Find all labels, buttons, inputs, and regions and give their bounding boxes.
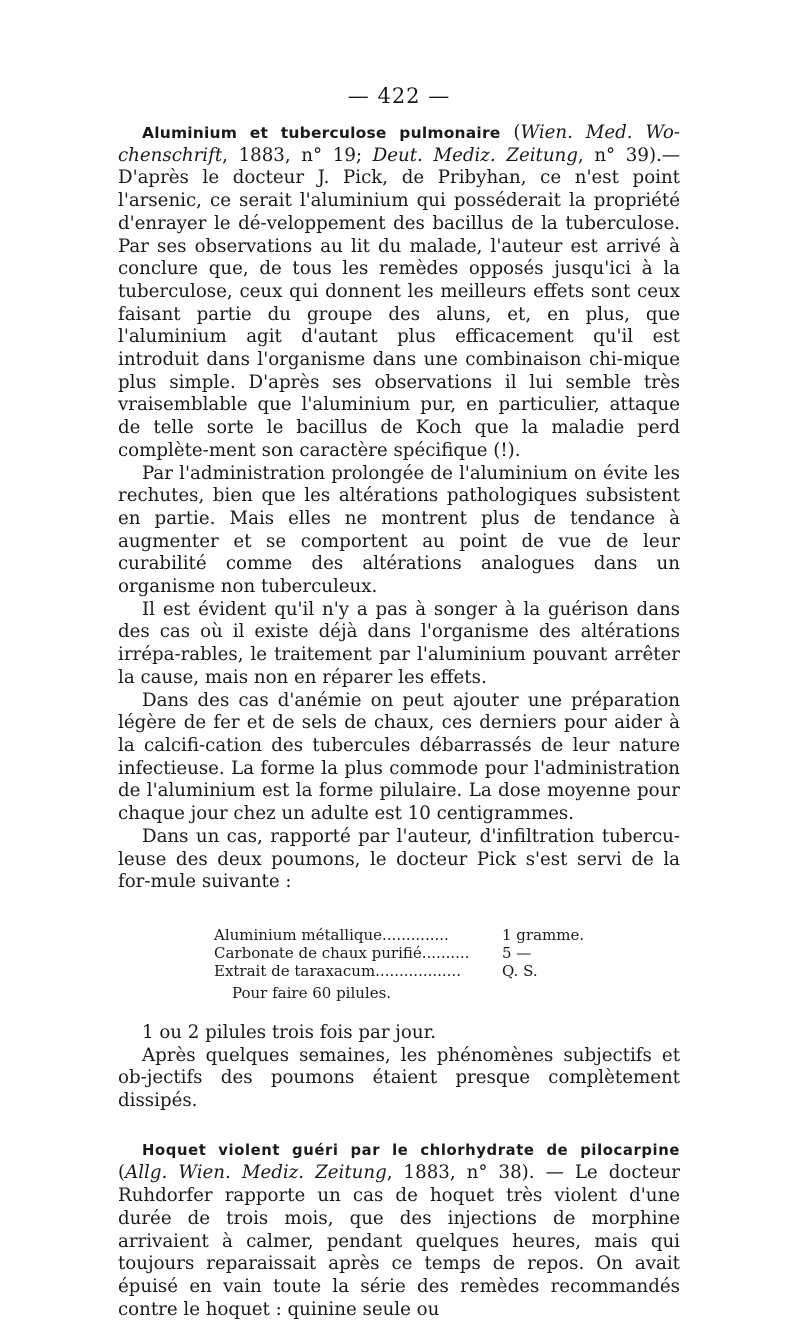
- article-aluminium-paragraph-6: 1 ou 2 pilules trois fois par jour.: [142, 1021, 437, 1043]
- formula-row: [214, 944, 680, 962]
- article-aluminium-paragraph-7: Après quelques semaines, les phénomènes subjectifs et ob-jectifs des poumons étaient presque complètement dissipés.: [118, 1044, 680, 1112]
- formula-row: [214, 926, 680, 944]
- article-aluminium-paragraph-5: Dans un cas, rapporté par l'auteur, d'infiltration tubercu-leuse des deux poumons, le docteur Pick s'est servi de la for-mule suivante :: [118, 825, 680, 893]
- article-aluminium-paragraph-3: Il est évident qu'il n'y a pas à songer à la guérison dans des cas où il existe déjà dans l'organisme des altérations irrépa-rables, le traitement par l'aluminium pouvant arrêter la cause, mais non en réparer les effets.: [118, 598, 680, 688]
- article-aluminium: [118, 122, 680, 1113]
- article-aluminium-paragraph-1: Aluminium et tuberculose pulmonaire (Wien. Med. Wo-chenschrift, 1883, n° 19; Deut. Mediz. Zeitung, n° 39).—D'après le docteur J. Pick, de Pribyhan, ce n'est point l'arsenic, ce serait l'aluminium qui posséderait la propriété d'enrayer le dé-veloppement des bacillus de la tuberculose. Par ses observations au lit du malade, l'auteur est arrivé à conclure que, de tous les remèdes opposés jusqu'ici à la tuberculose, ceux qui donnent les meilleurs effets sont ceux faisant partie du groupe des aluns, et, en plus, que l'aluminium agit d'autant plus efficacement qu'il est introduit dans l'organisme dans une combinaison chi-mique plus simple. D'après ses observations il lui semble très vraisemblable que l'aluminium pur, en particulier, attaque de telle sorte le bacillus de Koch que la maladie perd complète-ment son caractère spécifique (!).: [118, 122, 681, 461]
- formula-note: Pour faire 60 pilules.: [232, 983, 392, 1002]
- formula-quantity: 1 gramme.: [502, 925, 585, 944]
- article-hoquet-title: Hoquet violent guéri par le chlorhydrate de pilocarpine: [142, 1141, 680, 1159]
- formula-block: [214, 926, 680, 1002]
- formula-row: [214, 962, 680, 980]
- document-page: [118, 84, 680, 1321]
- section-gap: [118, 1113, 680, 1139]
- formula-quantity: 5 —: [502, 943, 532, 962]
- formula-ingredient: Carbonate de chaux purifié..........: [214, 943, 470, 962]
- article-aluminium-paragraph-4: Dans des cas d'anémie on peut ajouter une préparation légère de fer et de sels de chaux, ces derniers pour aider à la calcifi-cation des tubercules débarrassés de leur nature infectieuse. La forme la plus commode pour l'administration de l'aluminium est la forme pilulaire. La dose moyenne pour chaque jour chez un adulte est 10 centigrammes.: [118, 689, 680, 825]
- article-aluminium-title: Aluminium et tuberculose pulmonaire: [142, 124, 501, 142]
- formula-ingredient: Extrait de taraxacum..................: [214, 961, 461, 980]
- article-hoquet-paragraph-1: Hoquet violent guéri par le chlorhydrate de pilocarpine (Allg. Wien. Mediz. Zeitung, 1883, n° 38). — Le docteur Ruhdorfer rapporte un cas de hoquet très violent d'une durée de trois mois, que des injections de morphine arrivaient à calmer, pendant quelques heures, mais qui toujours reparaissait après ce temps de repos. On avait épuisé en vain toute la série des remèdes recommandés contre le hoquet : quinine seule ou: [118, 1141, 680, 1320]
- formula-ingredient: Aluminium métallique..............: [214, 925, 449, 944]
- article-hoquet: [118, 1139, 680, 1321]
- formula-quantity: Q. S.: [502, 961, 538, 980]
- page-number: — 422 —: [347, 84, 451, 108]
- article-aluminium-paragraph-2: Par l'administration prolongée de l'aluminium on évite les rechutes, bien que les altérations pathologiques subsistent en partie. Mais elles ne montrent plus de tendance à augmenter et se comportent au point de vue de leur curabilité comme des altérations analogues dans un organisme non tuberculeux.: [118, 462, 680, 598]
